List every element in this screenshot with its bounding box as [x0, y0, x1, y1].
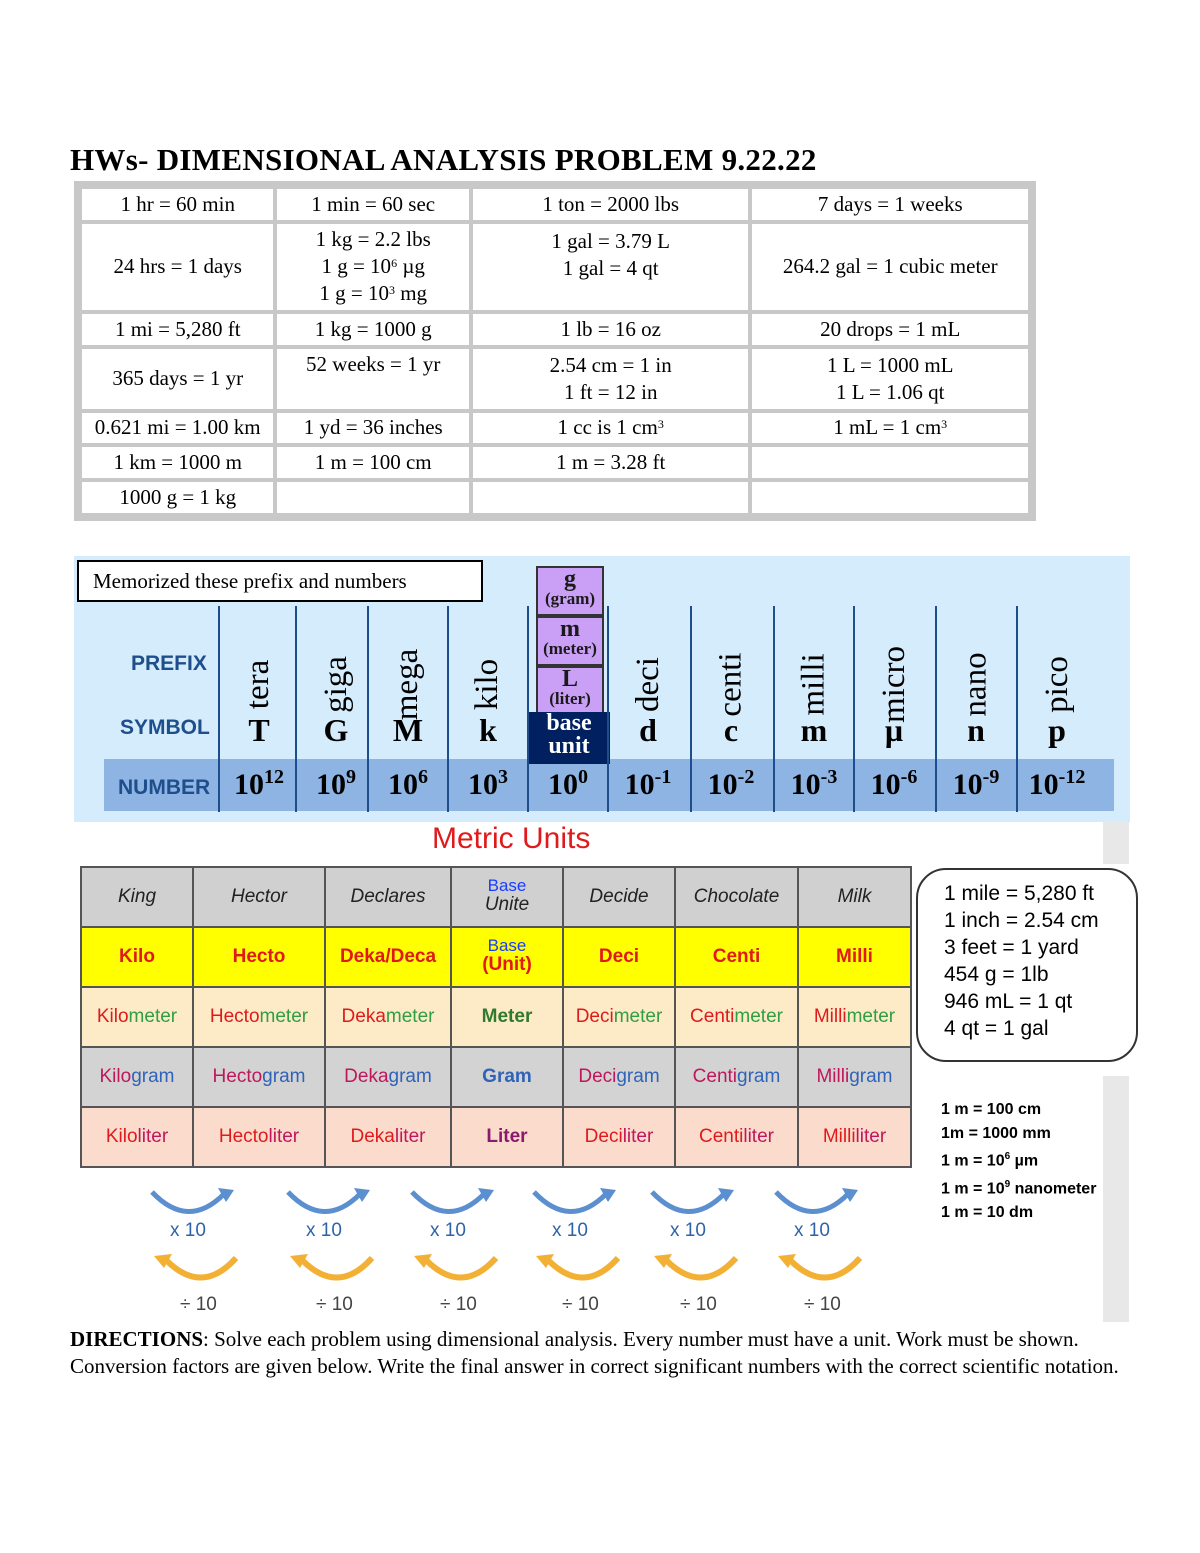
conversion-line: 1 gal = 3.79 L [551, 228, 670, 253]
gram-cell: Milligram [798, 1047, 911, 1107]
callout-line: 1 mile = 5,280 ft [944, 882, 1095, 905]
prefix-column [296, 604, 376, 814]
prefix-column [691, 604, 771, 814]
conversion-line: 1 ft = 12 in [563, 379, 658, 404]
conversion-cell-empty [277, 482, 468, 513]
liter-cell: Liter [451, 1107, 563, 1167]
liter-cell: Kiloliter [81, 1107, 193, 1167]
conversion-cell-empty [752, 482, 1028, 513]
divide-label: ÷ 10 [562, 1294, 599, 1315]
divide-label: ÷ 10 [316, 1294, 353, 1315]
multiply-label: x 10 [794, 1220, 830, 1241]
prefix-symbol: p [1048, 712, 1066, 748]
prefix-name: centi [712, 651, 749, 717]
multiply-label: x 10 [430, 1220, 466, 1241]
conversion-cell: 0.621 mi = 1.00 km [82, 413, 273, 444]
prefix-number: $10^{-1}$ [624, 766, 672, 801]
conversion-line: 1 $g = 10^6$ µg [321, 254, 425, 279]
conversion-callout [916, 868, 1138, 1062]
base-meter-box: m (meter) [536, 616, 604, 666]
divide-label: ÷ 10 [440, 1294, 477, 1315]
conversion-cell: 1 yd = 36 inches [277, 413, 468, 444]
margin-shade [1103, 1076, 1129, 1322]
prefix-cell: Deci [563, 927, 675, 987]
conversion-cell [473, 224, 749, 310]
curved-arrow-icon [288, 1252, 378, 1292]
prefix-name: tera [240, 659, 277, 709]
prefix-number: $10^{-12}$ [1028, 766, 1086, 801]
mnemonic-cell: Base Unite [451, 867, 563, 927]
prefix-column [936, 604, 1016, 814]
conversion-cell: 365 days = 1 yr [82, 349, 273, 409]
conversion-line: 1 kg = 2.2 lbs [315, 227, 431, 252]
prefix-name: giga [317, 655, 354, 713]
prefix-column [854, 604, 934, 814]
mnemonic-cell: King [81, 867, 193, 927]
prefix-name: mega [389, 648, 426, 720]
prefix-number: $10^{12}$ [234, 766, 284, 801]
prefix-name: micro [875, 645, 912, 723]
gram-cell: Decigram [563, 1047, 675, 1107]
conversion-cell: 264.2 gal = 1 cubic meter [752, 224, 1028, 310]
meter-cell: Dekameter [325, 987, 451, 1047]
mnemonic-cell: Hector [193, 867, 325, 927]
conversion-cell: 1 mL = 1 $cm^3$ [752, 413, 1028, 444]
meter-line: 1 $m = 10^6$ µm [941, 1151, 1039, 1170]
prefix-cell: Hecto [193, 927, 325, 987]
curved-arrow-icon [534, 1252, 624, 1292]
meter-cell: Centimeter [675, 987, 798, 1047]
liter-cell: Milliliter [798, 1107, 911, 1167]
conversion-line: 1 L = 1.06 qt [835, 379, 945, 404]
conversion-table [74, 181, 1036, 521]
conversion-line: 2.54 cm = 1 in [549, 352, 672, 377]
prefix-number: $10^{-2}$ [707, 766, 755, 801]
callout-line: 3 feet = 1 yard [944, 936, 1079, 959]
prefix-cell: Base (Unit) [451, 927, 563, 987]
base-unit-box: base unit [528, 712, 610, 764]
meter-line: 1 $m = 10^9$ nanometer [941, 1178, 1097, 1198]
conversion-cell: 7 days = 1 weeks [752, 189, 1028, 220]
meter-cell: Millimeter [798, 987, 911, 1047]
meter-line: 1 m = 100 cm [941, 1101, 1042, 1118]
directions-text: DIRECTIONS: Solve each problem using dimensional analysis. Every number must have a unit. Work must be shown. Conversion factors are given below. Write the final answer in correct significant numbers with the correct scientific notation. [70, 1327, 1119, 1378]
prefix-cell: Kilo [81, 927, 193, 987]
callout-line: 4 qt = 1 gal [944, 1017, 1049, 1040]
prefix-cell: Centi [675, 927, 798, 987]
number-row-label: NUMBER [118, 776, 211, 799]
metric-units-title: Metric Units [432, 822, 591, 855]
multiply-label: x 10 [670, 1220, 706, 1241]
prefix-symbol: m [800, 712, 828, 748]
conversion-cell: 1 m = 100 cm [277, 447, 468, 478]
prefix-symbol: M [392, 712, 424, 748]
conversion-cell: 1 hr = 60 min [82, 189, 273, 220]
curved-arrow-icon [152, 1252, 242, 1292]
conversion-cell: 1 m = 3.28 ft [473, 447, 749, 478]
prefix-symbol: n [967, 712, 985, 748]
prefix-column [1017, 604, 1097, 814]
prefix-symbol: T [248, 712, 270, 748]
prefix-number: $10^3$ [468, 766, 508, 801]
prefix-column [219, 604, 299, 814]
curved-arrow-icon [652, 1252, 742, 1292]
conversion-line: 1 L = 1000 mL [826, 352, 954, 377]
prefix-symbol: k [479, 712, 497, 748]
liter-cell: Deciliter [563, 1107, 675, 1167]
prefix-cell: Deka/Deca [325, 927, 451, 987]
prefix-number: $10^{-6}$ [870, 766, 918, 801]
divide-label: ÷ 10 [680, 1294, 717, 1315]
prefix-column [448, 604, 528, 814]
prefix-name: kilo [469, 658, 506, 710]
prefix-row-label: PREFIX [131, 652, 207, 675]
meter-line: 1 m = 10 dm [941, 1203, 1034, 1221]
conversion-cell: 1000 g = 1 kg [82, 482, 273, 513]
conversion-cell: 1 min = 60 sec [277, 189, 468, 220]
prefix-column [528, 604, 608, 814]
liter-cell: Dekaliter [325, 1107, 451, 1167]
gram-cell: Dekagram [325, 1047, 451, 1107]
prefix-number: $10^6$ [388, 766, 428, 801]
base-gram-box: g (gram) [536, 566, 604, 616]
prefix-column [774, 604, 854, 814]
prefix-name: pico [1038, 655, 1075, 713]
meter-cell: Kilometer [81, 987, 193, 1047]
curved-arrow-icon [776, 1252, 866, 1292]
conversion-cell: 1 km = 1000 m [82, 447, 273, 478]
meter-cell: Meter [451, 987, 563, 1047]
prefix-column [368, 604, 448, 814]
callout-line: 454 g = 1lb [944, 963, 1049, 986]
mnemonic-cell: Chocolate [675, 867, 798, 927]
conversion-cell: 1 ton = 2000 lbs [473, 189, 749, 220]
callout-line: 946 mL = 1 qt [944, 990, 1073, 1013]
conversion-cell-empty [752, 447, 1028, 478]
conversion-cell-empty [473, 482, 749, 513]
divide-label: ÷ 10 [180, 1294, 217, 1315]
conversion-line: 1 gal = 4 qt [562, 255, 659, 280]
mnemonic-cell: Decide [563, 867, 675, 927]
meter-cell: Decimeter [563, 987, 675, 1047]
conversion-cell: 1 mi = 5,280 ft [82, 314, 273, 345]
conversion-line: 1 $g = 10^3$ mg [319, 281, 428, 306]
prefix-name: milli [795, 652, 832, 716]
multiply-label: x 10 [552, 1220, 588, 1241]
prefix-name: nano [957, 651, 994, 717]
prefix-symbol: c [723, 712, 739, 748]
meter-conversion-list [941, 1098, 1096, 1224]
prefix-number: $10^9$ [316, 766, 356, 801]
liter-cell: Centiliter [675, 1107, 798, 1167]
conversion-cell: 1 kg = 1000 g [277, 314, 468, 345]
page-title: HWs- DIMENSIONAL ANALYSIS PROBLEM 9.22.22 [70, 142, 817, 177]
prefix-column [608, 604, 688, 814]
mnemonic-cell: Declares [325, 867, 451, 927]
conversion-cell: 1 cc is 1 $cm^3$ [473, 413, 749, 444]
prefix-symbol: G [323, 712, 349, 748]
prefix-number: $10^{-9}$ [952, 766, 1000, 801]
gram-cell: Centigram [675, 1047, 798, 1107]
prefix-number: $10^0$ [548, 766, 588, 801]
memorize-note: Memorized these prefix and numbers [77, 560, 483, 602]
symbol-row-label: SYMBOL [120, 716, 210, 739]
meter-line: 1m = 1000 mm [941, 1124, 1051, 1142]
base-liter-box: L (liter) [536, 666, 604, 714]
liter-cell: Hectoliter [193, 1107, 325, 1167]
prefix-name: deci [629, 656, 666, 712]
gram-cell: Hectogram [193, 1047, 325, 1107]
conversion-cell [473, 349, 749, 409]
mnemonic-cell: Milk [798, 867, 911, 927]
conversion-cell: 52 weeks = 1 yr [277, 349, 468, 409]
conversion-cell [277, 224, 468, 310]
prefix-symbol: d [639, 712, 657, 748]
multiply-label: x 10 [170, 1220, 206, 1241]
conversion-cell: 20 drops = 1 mL [752, 314, 1028, 345]
prefix-number: $10^{-3}$ [790, 766, 838, 801]
prefix-symbol: µ [884, 712, 904, 748]
gram-cell: Kilogram [81, 1047, 193, 1107]
prefix-cell: Milli [798, 927, 911, 987]
metric-units-table [80, 866, 912, 1168]
margin-shade [1103, 822, 1129, 864]
gram-cell: Gram [451, 1047, 563, 1107]
conversion-cell: 24 hrs = 1 days [82, 224, 273, 310]
meter-cell: Hectometer [193, 987, 325, 1047]
callout-line: 1 inch = 2.54 cm [944, 909, 1099, 932]
divide-label: ÷ 10 [804, 1294, 841, 1315]
multiply-label: x 10 [306, 1220, 342, 1241]
directions-label: DIRECTIONS [70, 1327, 204, 1351]
conversion-cell [752, 349, 1028, 409]
curved-arrow-icon [412, 1252, 502, 1292]
conversion-cell: 1 lb = 16 oz [473, 314, 749, 345]
